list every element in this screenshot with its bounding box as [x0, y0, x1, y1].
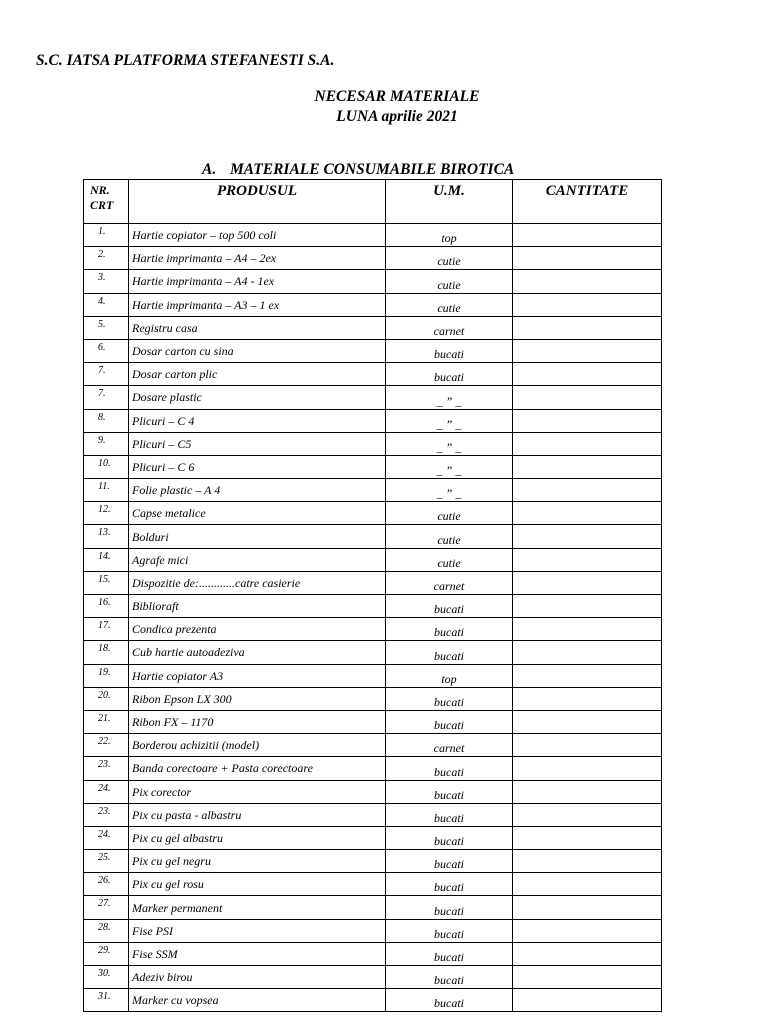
table-row	[84, 757, 662, 780]
product-name: Dosar carton plic	[129, 363, 386, 386]
row-number: 15.	[84, 571, 129, 594]
quantity-cell[interactable]	[513, 896, 662, 919]
quantity-cell[interactable]	[513, 293, 662, 316]
row-number: 22.	[84, 734, 129, 757]
quantity-cell[interactable]	[513, 548, 662, 571]
table-header-row	[84, 180, 662, 224]
section-letter: A.	[202, 161, 217, 178]
quantity-cell[interactable]	[513, 734, 662, 757]
row-number: 5.	[84, 316, 129, 339]
section-title: MATERIALE CONSUMABILE BIROTICA	[230, 161, 515, 178]
table-row	[84, 595, 662, 618]
row-number: 11.	[84, 479, 129, 502]
table-row	[84, 780, 662, 803]
table-row	[84, 548, 662, 571]
table-row	[84, 919, 662, 942]
table-row	[84, 618, 662, 641]
table-row	[84, 386, 662, 409]
materials-table	[83, 179, 662, 1012]
product-name: Hartie imprimanta – A3 – 1 ex	[129, 293, 386, 316]
row-number: 25.	[84, 850, 129, 873]
table-row	[84, 896, 662, 919]
unit-of-measure: bucati	[386, 687, 513, 710]
product-name: Pix cu gel negru	[129, 850, 386, 873]
product-name: Borderou achizitii (model)	[129, 734, 386, 757]
row-number: 3.	[84, 270, 129, 293]
row-number: 24.	[84, 826, 129, 849]
row-number: 24.	[84, 780, 129, 803]
unit-of-measure: _ ” _	[386, 479, 513, 502]
unit-of-measure: cutie	[386, 525, 513, 548]
quantity-cell[interactable]	[513, 803, 662, 826]
unit-of-measure: _ ” _	[386, 386, 513, 409]
quantity-cell[interactable]	[513, 409, 662, 432]
row-number: 2.	[84, 247, 129, 270]
row-number: 30.	[84, 966, 129, 989]
product-name: Fise PSI	[129, 919, 386, 942]
row-number: 4.	[84, 293, 129, 316]
table-row	[84, 571, 662, 594]
unit-of-measure: bucati	[386, 339, 513, 362]
table-row	[84, 293, 662, 316]
product-name: Adeziv birou	[129, 966, 386, 989]
row-number: 8.	[84, 409, 129, 432]
product-name: Capse metalice	[129, 502, 386, 525]
header-nr-crt	[84, 180, 129, 224]
quantity-cell[interactable]	[513, 919, 662, 942]
unit-of-measure: _ ” _	[386, 432, 513, 455]
quantity-cell[interactable]	[513, 780, 662, 803]
product-name: Marker cu vopsea	[129, 989, 386, 1012]
row-number: 1.	[84, 224, 129, 247]
company-name: S.C. IATSA PLATFORMA STEFANESTI S.A.	[36, 52, 335, 69]
unit-of-measure: bucati	[386, 966, 513, 989]
table-row	[84, 525, 662, 548]
row-number: 6.	[84, 339, 129, 362]
quantity-cell[interactable]	[513, 710, 662, 733]
product-name: Dosare plastic	[129, 386, 386, 409]
row-number: 10.	[84, 455, 129, 478]
table-row	[84, 479, 662, 502]
quantity-cell[interactable]	[513, 316, 662, 339]
unit-of-measure: bucati	[386, 710, 513, 733]
unit-of-measure: top	[386, 664, 513, 687]
table-row	[84, 339, 662, 362]
row-number: 14.	[84, 548, 129, 571]
row-number: 21.	[84, 710, 129, 733]
unit-of-measure: carnet	[386, 734, 513, 757]
unit-of-measure: bucati	[386, 873, 513, 896]
product-name: Pix cu gel albastru	[129, 826, 386, 849]
header-nr-line2: CRT	[90, 198, 114, 212]
row-number: 12.	[84, 502, 129, 525]
row-number: 18.	[84, 641, 129, 664]
quantity-cell[interactable]	[513, 455, 662, 478]
row-number: 19.	[84, 664, 129, 687]
product-name: Dosar carton cu sina	[129, 339, 386, 362]
row-number: 23.	[84, 757, 129, 780]
product-name: Fise SSM	[129, 942, 386, 965]
quantity-cell[interactable]	[513, 479, 662, 502]
quantity-cell[interactable]	[513, 571, 662, 594]
unit-of-measure: bucati	[386, 826, 513, 849]
header-product: PRODUSUL	[129, 180, 386, 224]
table-row	[84, 641, 662, 664]
header-um: U.M.	[386, 180, 513, 224]
product-name: Hartie imprimanta – A4 – 2ex	[129, 247, 386, 270]
table-row	[84, 826, 662, 849]
unit-of-measure: carnet	[386, 316, 513, 339]
row-number: 31.	[84, 989, 129, 1012]
quantity-cell[interactable]	[513, 873, 662, 896]
product-name: Cub hartie autoadeziva	[129, 641, 386, 664]
unit-of-measure: carnet	[386, 571, 513, 594]
unit-of-measure: cutie	[386, 270, 513, 293]
quantity-cell[interactable]	[513, 641, 662, 664]
table-row	[84, 502, 662, 525]
quantity-cell[interactable]	[513, 525, 662, 548]
unit-of-measure: bucati	[386, 896, 513, 919]
table-row	[84, 455, 662, 478]
quantity-cell[interactable]	[513, 942, 662, 965]
product-name: Pix cu gel rosu	[129, 873, 386, 896]
quantity-cell[interactable]	[513, 432, 662, 455]
unit-of-measure: bucati	[386, 989, 513, 1012]
unit-of-measure: _ ” _	[386, 455, 513, 478]
product-name: Dispozitie de:............catre casierie	[129, 571, 386, 594]
product-name: Registru casa	[129, 316, 386, 339]
table-row	[84, 224, 662, 247]
product-name: Hartie copiator – top 500 coli	[129, 224, 386, 247]
header-quantity: CANTITATE	[513, 180, 662, 224]
table-row	[84, 710, 662, 733]
row-number: 13.	[84, 525, 129, 548]
table-row	[84, 247, 662, 270]
quantity-cell[interactable]	[513, 363, 662, 386]
unit-of-measure: cutie	[386, 502, 513, 525]
row-number: 26.	[84, 873, 129, 896]
row-number: 27.	[84, 896, 129, 919]
table-row	[84, 270, 662, 293]
table-row	[84, 409, 662, 432]
quantity-cell[interactable]	[513, 826, 662, 849]
unit-of-measure: cutie	[386, 548, 513, 571]
row-number: 16.	[84, 595, 129, 618]
unit-of-measure: _ ” _	[386, 409, 513, 432]
unit-of-measure: cutie	[386, 293, 513, 316]
row-number: 28.	[84, 919, 129, 942]
product-name: Banda corectoare + Pasta corectoare	[129, 757, 386, 780]
unit-of-measure: cutie	[386, 247, 513, 270]
table-row	[84, 873, 662, 896]
product-name: Agrafe mici	[129, 548, 386, 571]
document-period: LUNA aprilie 2021	[336, 108, 458, 125]
quantity-cell[interactable]	[513, 757, 662, 780]
product-name: Condica prezenta	[129, 618, 386, 641]
unit-of-measure: bucati	[386, 757, 513, 780]
quantity-cell[interactable]	[513, 966, 662, 989]
product-name: Pix cu pasta - albastru	[129, 803, 386, 826]
unit-of-measure: bucati	[386, 942, 513, 965]
table-row	[84, 316, 662, 339]
quantity-cell[interactable]	[513, 595, 662, 618]
product-name: Hartie imprimanta – A4 - 1ex	[129, 270, 386, 293]
product-name: Hartie copiator A3	[129, 664, 386, 687]
unit-of-measure: bucati	[386, 919, 513, 942]
unit-of-measure: top	[386, 224, 513, 247]
product-name: Pix corector	[129, 780, 386, 803]
unit-of-measure: bucati	[386, 803, 513, 826]
quantity-cell[interactable]	[513, 687, 662, 710]
product-name: Plicuri – C 4	[129, 409, 386, 432]
row-number: 17.	[84, 618, 129, 641]
quantity-cell[interactable]	[513, 989, 662, 1012]
quantity-cell[interactable]	[513, 247, 662, 270]
quantity-cell[interactable]	[513, 339, 662, 362]
quantity-cell[interactable]	[513, 270, 662, 293]
product-name: Ribon FX – 1170	[129, 710, 386, 733]
product-name: Folie plastic – A 4	[129, 479, 386, 502]
table-row	[84, 734, 662, 757]
section-heading	[202, 161, 514, 179]
unit-of-measure: bucati	[386, 780, 513, 803]
table-row	[84, 363, 662, 386]
unit-of-measure: bucati	[386, 595, 513, 618]
row-number: 20.	[84, 687, 129, 710]
quantity-cell[interactable]	[513, 850, 662, 873]
table-row	[84, 664, 662, 687]
quantity-cell[interactable]	[513, 618, 662, 641]
row-number: 9.	[84, 432, 129, 455]
table-row	[84, 989, 662, 1012]
table-row	[84, 942, 662, 965]
product-name: Bolduri	[129, 525, 386, 548]
table-row	[84, 850, 662, 873]
row-number: 7.	[84, 386, 129, 409]
product-name: Plicuri – C5	[129, 432, 386, 455]
product-name: Biblioraft	[129, 595, 386, 618]
quantity-cell[interactable]	[513, 386, 662, 409]
product-name: Plicuri – C 6	[129, 455, 386, 478]
header-nr-line1: NR.	[90, 183, 110, 197]
product-name: Marker permanent	[129, 896, 386, 919]
table-row	[84, 803, 662, 826]
unit-of-measure: bucati	[386, 641, 513, 664]
unit-of-measure: bucati	[386, 618, 513, 641]
row-number: 23.	[84, 803, 129, 826]
table-row	[84, 687, 662, 710]
quantity-cell[interactable]	[513, 224, 662, 247]
quantity-cell[interactable]	[513, 664, 662, 687]
unit-of-measure: bucati	[386, 850, 513, 873]
product-name: Ribon Epson LX 300	[129, 687, 386, 710]
quantity-cell[interactable]	[513, 502, 662, 525]
table-row	[84, 966, 662, 989]
unit-of-measure: bucati	[386, 363, 513, 386]
table-row	[84, 432, 662, 455]
row-number: 29.	[84, 942, 129, 965]
row-number: 7.	[84, 363, 129, 386]
document-title: NECESAR MATERIALE	[314, 88, 480, 105]
